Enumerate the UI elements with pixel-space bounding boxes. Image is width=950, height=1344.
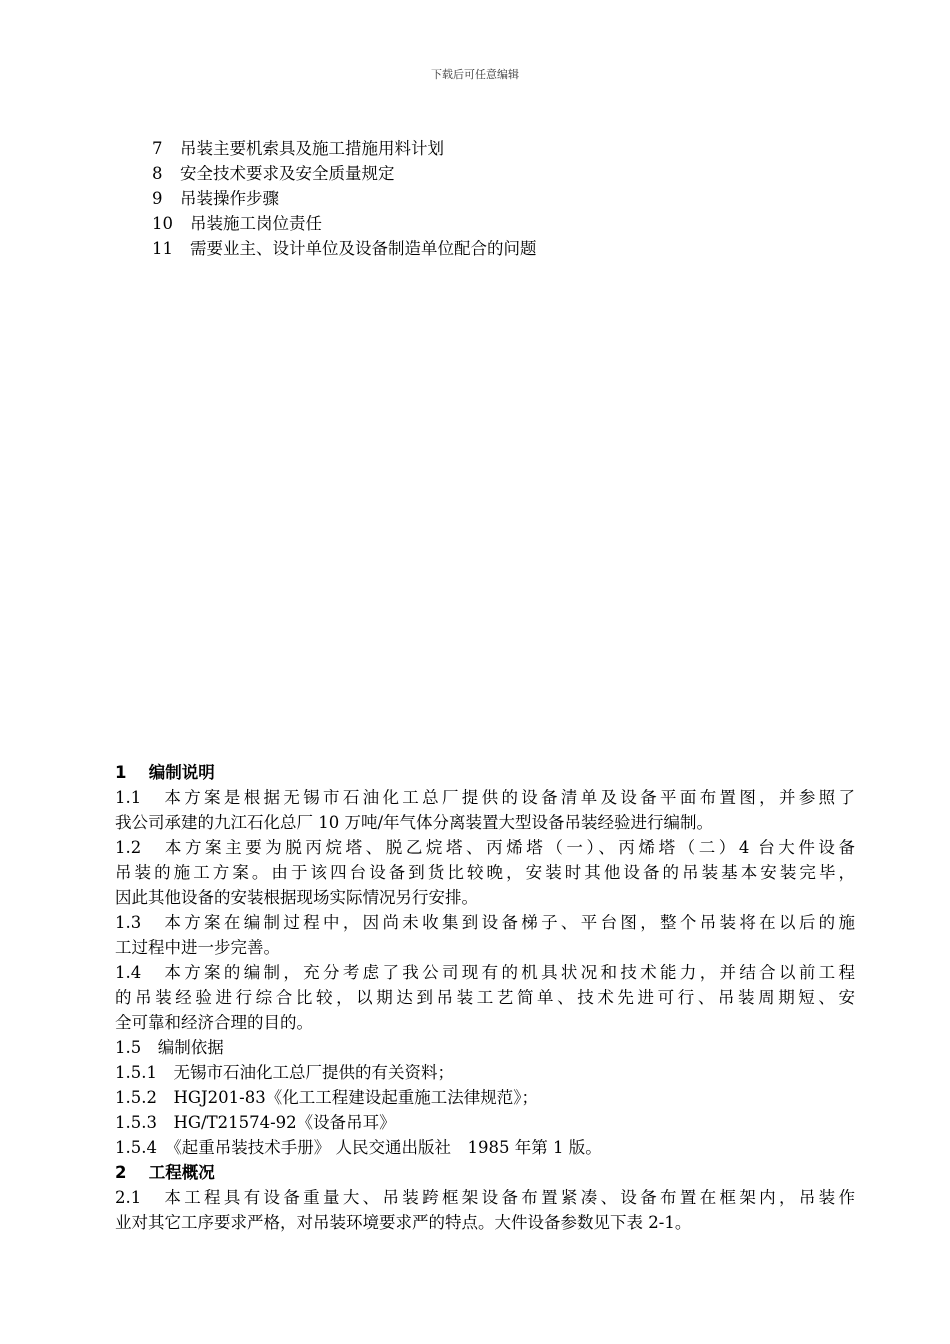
subsection-heading: 1.5 编制依据 bbox=[115, 1038, 224, 1057]
reference-item: 1.5.2 HGJ201-83《化工工程建设起重施工法律规范》； bbox=[115, 1088, 538, 1107]
toc-item-text: 吊装操作步骤 bbox=[180, 189, 279, 208]
paragraph-line: 工过程中进一步完善。 bbox=[115, 938, 280, 957]
paragraph-line: 1.2 本方案主要为脱丙烷塔、脱乙烷塔、丙烯塔（一）、丙烯塔（二）4 台大件设备 bbox=[115, 838, 855, 857]
paragraph-line: 1.4 本方案的编制，充分考虑了我公司现有的机具状况和技术能力，并结合以前工程 bbox=[115, 963, 855, 982]
toc-item-number: 10 bbox=[152, 214, 173, 233]
paragraph-line: 1.1 本方案是根据无锡市石油化工总厂提供的设备清单及设备平面布置图，并参照了 bbox=[115, 788, 855, 807]
toc-item-text: 需要业主、设计单位及设备制造单位配合的问题 bbox=[190, 239, 537, 258]
paragraph-line: 全可靠和经济合理的目的。 bbox=[115, 1013, 313, 1032]
toc-item-number: 11 bbox=[152, 239, 173, 258]
section-heading: 1 编制说明 bbox=[115, 763, 215, 782]
toc-item-text: 安全技术要求及安全质量规定 bbox=[180, 164, 395, 183]
section-heading: 2 工程概况 bbox=[115, 1163, 215, 1182]
paragraph-line: 我公司承建的九江石化总厂 10 万吨/年气体分离装置大型设备吊装经验进行编制。 bbox=[115, 813, 714, 832]
toc-item bbox=[152, 136, 852, 161]
toc-item-number: 8 bbox=[152, 164, 163, 183]
paragraph-line: 业对其它工序要求严格，对吊装环境要求严的特点。大件设备参数见下表 2-1。 bbox=[115, 1213, 692, 1232]
document-body bbox=[115, 760, 855, 1235]
toc-item-number: 7 bbox=[152, 139, 163, 158]
paragraph-line: 吊装的施工方案。由于该四台设备到货比较晚，安装时其他设备的吊装基本安装完毕， bbox=[115, 863, 855, 882]
toc-item-text: 吊装施工岗位责任 bbox=[190, 214, 322, 233]
page-header-note: 下载后可任意编辑 bbox=[431, 68, 519, 81]
reference-item: 1.5.1 无锡市石油化工总厂提供的有关资料； bbox=[115, 1063, 454, 1082]
paragraph-line: 的吊装经验进行综合比较，以期达到吊装工艺简单、技术先进可行、吊装周期短、安 bbox=[115, 988, 855, 1007]
paragraph-line: 因此其他设备的安装根据现场实际情况另行安排。 bbox=[115, 888, 478, 907]
reference-item: 1.5.3 HG/T21574-92《设备吊耳》 bbox=[115, 1113, 396, 1132]
paragraph-line: 2.1 本工程具有设备重量大、吊装跨框架设备布置紧凑、设备布置在框架内，吊装作 bbox=[115, 1188, 855, 1207]
toc-item-text: 吊装主要机索具及施工措施用料计划 bbox=[180, 139, 444, 158]
table-of-contents bbox=[152, 136, 852, 261]
toc-item bbox=[152, 186, 852, 211]
reference-item: 1.5.4 《起重吊装技术手册》 人民交通出版社 1985 年第 1 版。 bbox=[115, 1138, 602, 1157]
toc-item bbox=[152, 236, 852, 261]
toc-item bbox=[152, 211, 852, 236]
toc-item-number: 9 bbox=[152, 189, 163, 208]
toc-item bbox=[152, 161, 852, 186]
paragraph-line: 1.3 本方案在编制过程中，因尚未收集到设备梯子、平台图，整个吊装将在以后的施 bbox=[115, 913, 855, 932]
